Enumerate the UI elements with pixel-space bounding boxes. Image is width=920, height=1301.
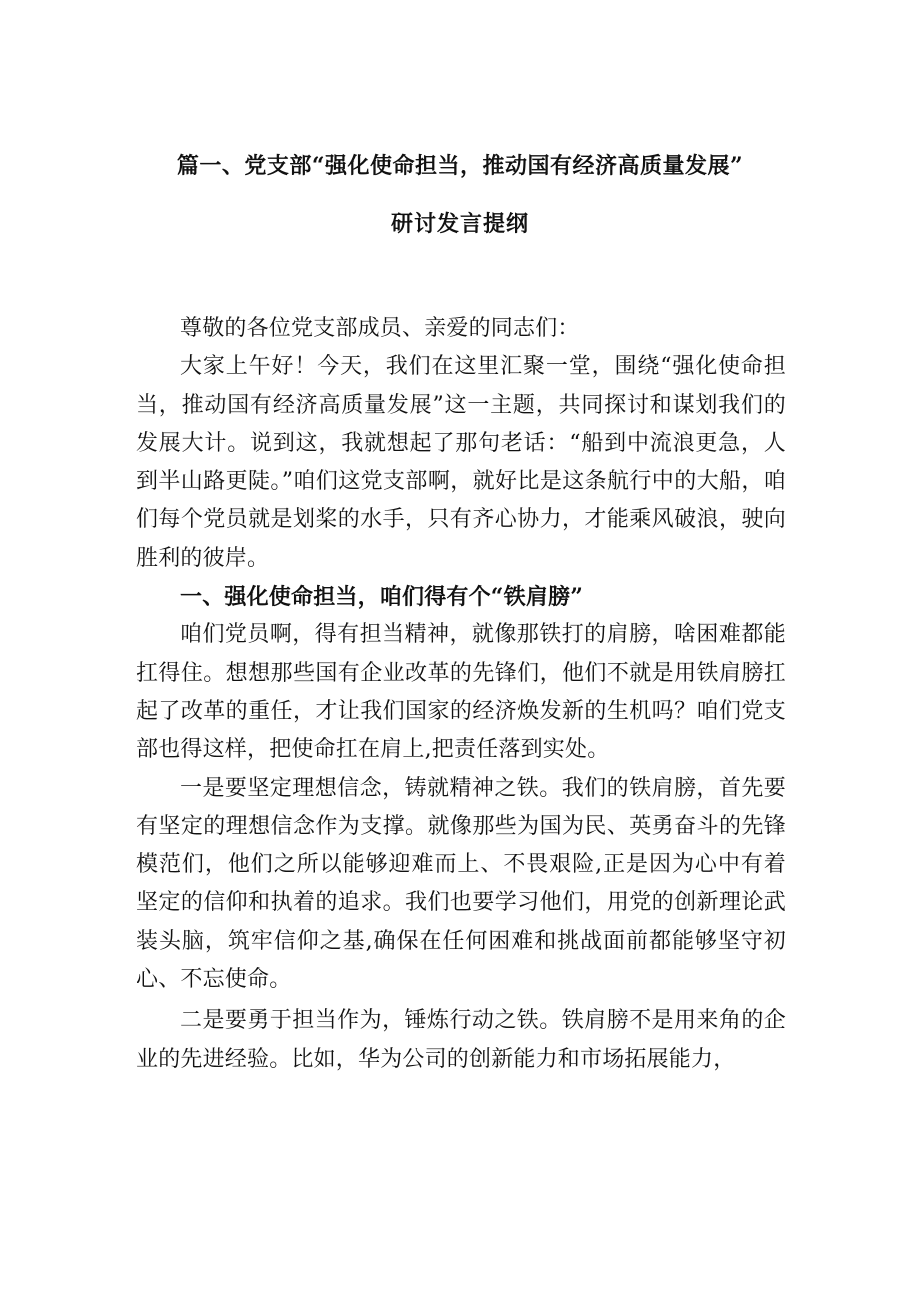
salutation-paragraph: 尊敬的各位党支部成员、亲爱的同志们： <box>180 316 580 341</box>
document-title-line-1: 篇一、党支部“强化使命担当，推动国有经济高质量发展” <box>176 153 744 179</box>
point-1-paragraph: 一是要坚定理想信念，铸就精神之铁。我们的铁肩膀，首先要有坚定的理想信念作为支撑。就像那些为国为民、英勇奋斗的先锋模范们，他们之所以能够迎难而上、不畏艰险,正是因为心中有着坚定的信仰和执着的追求。我们也要学习他们，用党的创新理论武装头脑，筑牢信仰之基,确保在任何困难和挑战面前都能够坚守初心、不忘使命。 <box>136 775 786 993</box>
document-body <box>136 310 786 1079</box>
point-2-paragraph: 二是要勇于担当作为，锤炼行动之铁。铁肩膀不是用来角的企业的先进经验。比如，华为公司的创新能力和市场拓展能力， <box>136 1008 786 1072</box>
document-title-line-2: 研讨发言提纲 <box>390 211 529 237</box>
section-1-intro-paragraph: 咱们党员啊，得有担当精神，就像那铁打的肩膀，啥困难都能扛得住。想想那些国有企业改革的先锋们，他们不就是用铁肩膀扛起了改革的重任，才让我们国家的经济焕发新的生机吗？咱们党支部也得这样，把使命扛在肩上,把责任落到实处。 <box>136 622 786 763</box>
section-heading-1: 一、强化使命担当，咱们得有个“铁肩膀” <box>180 584 584 611</box>
opening-paragraph: 大家上午好！今天，我们在这里汇聚一堂，围绕“强化使命担当，推动国有经济高质量发展”这一主题，共同探讨和谋划我们的发展大计。说到这，我就想起了那句老话：“船到中流浪更急，人到半山路更陡。”咱们这党支部啊，就好比是这条航行中的大船，咱们每个党员就是划桨的水手，只有齐心协力，才能乘风破浪，驶向胜利的彼岸。 <box>136 354 786 571</box>
